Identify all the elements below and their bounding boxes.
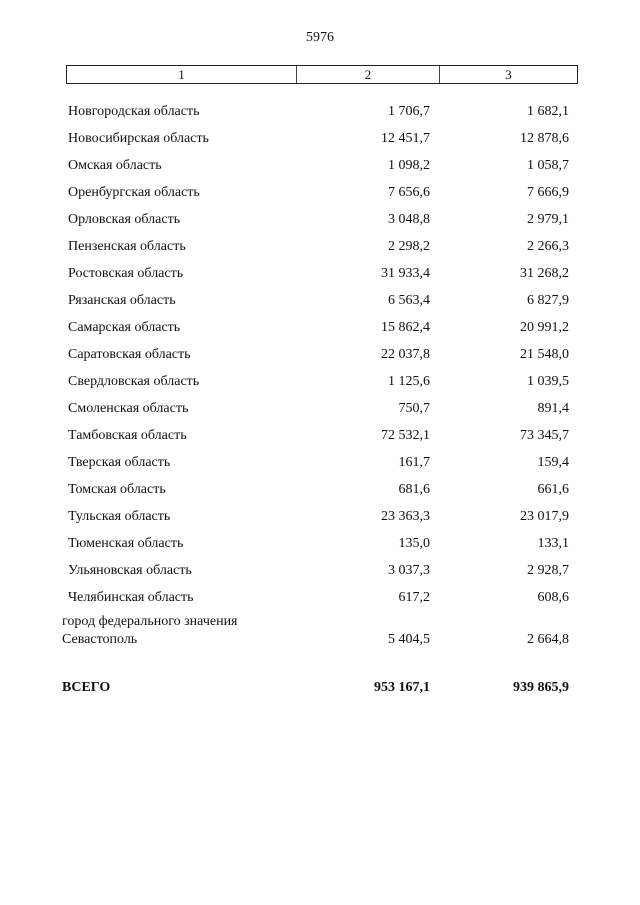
table-row bbox=[0, 401, 640, 421]
value-col-2: 22 037,8 bbox=[381, 347, 430, 362]
region-name: Оренбургская область bbox=[68, 185, 200, 200]
region-name: Новгородская область bbox=[68, 104, 200, 119]
table-row bbox=[0, 212, 640, 232]
total-label: ВСЕГО bbox=[62, 680, 111, 695]
region-name-line-1: город федерального значения bbox=[62, 614, 238, 629]
region-name: Саратовская область bbox=[68, 347, 191, 362]
value-col-2: 1 098,2 bbox=[388, 158, 430, 173]
table-row bbox=[0, 482, 640, 502]
value-col-2: 12 451,7 bbox=[381, 131, 430, 146]
value-col-2: 23 363,3 bbox=[381, 509, 430, 524]
value-col-3: 133,1 bbox=[537, 536, 569, 551]
value-col-2: 31 933,4 bbox=[381, 266, 430, 281]
value-col-3: 608,6 bbox=[537, 590, 569, 605]
table-row-sevastopol bbox=[0, 614, 640, 654]
value-col-2: 15 862,4 bbox=[381, 320, 430, 335]
value-col-3: 7 666,9 bbox=[527, 185, 569, 200]
value-col-2: 1 125,6 bbox=[388, 374, 430, 389]
value-col-3: 891,4 bbox=[537, 401, 569, 416]
value-col-3: 6 827,9 bbox=[527, 293, 569, 308]
region-name: Ростовская область bbox=[68, 266, 184, 281]
value-col-3: 21 548,0 bbox=[520, 347, 569, 362]
table-row bbox=[0, 374, 640, 394]
value-col-2: 135,0 bbox=[398, 536, 430, 551]
value-col-3: 1 058,7 bbox=[527, 158, 569, 173]
page-number: 5976 bbox=[306, 30, 334, 45]
value-col-2: 3 048,8 bbox=[388, 212, 430, 227]
header-col-1: 1 bbox=[67, 66, 297, 83]
value-col-3: 2 266,3 bbox=[527, 239, 569, 254]
value-col-2: 2 298,2 bbox=[388, 239, 430, 254]
region-name: Омская область bbox=[68, 158, 162, 173]
value-col-3: 2 664,8 bbox=[527, 632, 569, 647]
value-col-2: 7 656,6 bbox=[388, 185, 430, 200]
header-col-3: 3 bbox=[505, 67, 512, 82]
table-row bbox=[0, 428, 640, 448]
value-col-2: 1 706,7 bbox=[388, 104, 430, 119]
value-col-3: 1 682,1 bbox=[527, 104, 569, 119]
value-col-3: 661,6 bbox=[537, 482, 569, 497]
value-col-3: 2 979,1 bbox=[527, 212, 569, 227]
total-row bbox=[0, 680, 640, 700]
table-row bbox=[0, 266, 640, 286]
region-name: Томская область bbox=[68, 482, 166, 497]
table-row bbox=[0, 293, 640, 313]
value-col-3: 2 928,7 bbox=[527, 563, 569, 578]
table-row bbox=[0, 590, 640, 610]
region-name: Орловская область bbox=[68, 212, 181, 227]
table-row bbox=[0, 239, 640, 259]
table-row bbox=[0, 131, 640, 151]
value-col-3: 159,4 bbox=[537, 455, 569, 470]
value-col-2: 3 037,3 bbox=[388, 563, 430, 578]
table-row bbox=[0, 185, 640, 205]
region-name: Новосибирская область bbox=[68, 131, 209, 146]
value-col-3: 12 878,6 bbox=[520, 131, 569, 146]
value-col-2: 681,6 bbox=[398, 482, 430, 497]
table-row bbox=[0, 509, 640, 529]
region-name-line-2: Севастополь bbox=[62, 632, 138, 647]
table-row bbox=[0, 347, 640, 367]
value-col-2: 6 563,4 bbox=[388, 293, 430, 308]
region-name: Тюменская область bbox=[68, 536, 184, 551]
table-row bbox=[0, 158, 640, 178]
total-col-2: 953 167,1 bbox=[374, 680, 430, 695]
region-name: Самарская область bbox=[68, 320, 181, 335]
table-header bbox=[66, 65, 578, 84]
table-row bbox=[0, 536, 640, 556]
value-col-2: 750,7 bbox=[398, 401, 430, 416]
region-name: Рязанская область bbox=[68, 293, 176, 308]
table-row bbox=[0, 563, 640, 583]
region-name: Свердловская область bbox=[68, 374, 200, 389]
region-name: Тверская область bbox=[68, 455, 171, 470]
value-col-3: 1 039,5 bbox=[527, 374, 569, 389]
value-col-2: 5 404,5 bbox=[388, 632, 430, 647]
region-name: Смоленская область bbox=[68, 401, 189, 416]
region-name: Ульяновская область bbox=[68, 563, 192, 578]
region-name: Пензенская область bbox=[68, 239, 186, 254]
value-col-3: 20 991,2 bbox=[520, 320, 569, 335]
value-col-2: 72 532,1 bbox=[381, 428, 430, 443]
value-col-3: 31 268,2 bbox=[520, 266, 569, 281]
table-row bbox=[0, 455, 640, 475]
table-row bbox=[0, 104, 640, 124]
region-name: Челябинская область bbox=[68, 590, 194, 605]
total-col-3: 939 865,9 bbox=[513, 680, 569, 695]
region-name: Тамбовская область bbox=[68, 428, 187, 443]
value-col-3: 73 345,7 bbox=[520, 428, 569, 443]
table-row bbox=[0, 320, 640, 340]
header-col-2: 2 bbox=[297, 66, 440, 83]
value-col-2: 617,2 bbox=[398, 590, 430, 605]
region-name: Тульская область bbox=[68, 509, 171, 524]
value-col-3: 23 017,9 bbox=[520, 509, 569, 524]
value-col-2: 161,7 bbox=[398, 455, 430, 470]
